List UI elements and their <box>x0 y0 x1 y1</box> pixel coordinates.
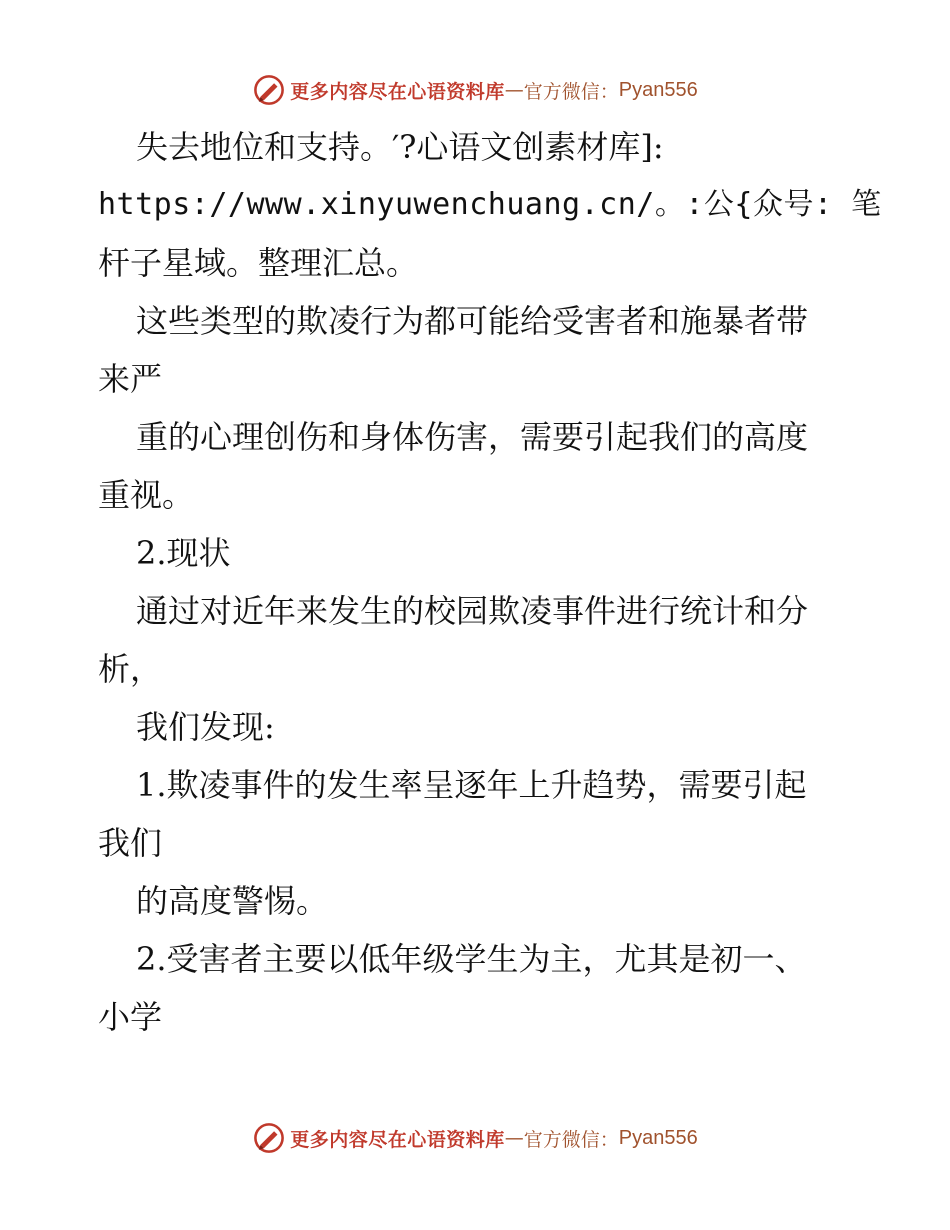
text-line: 小学 <box>98 998 163 1036</box>
text-line: 2.受害者主要以低年级学生为主，尤其是初一、 <box>136 940 807 978</box>
text-line: 这些类型的欺凌行为都可能给受害者和施暴者带 <box>136 302 809 340</box>
text-line: 重的心理创伤和身体伤害，需要引起我们的高度 <box>136 418 809 456</box>
text-line: https://www.xinyuwenchuang.cn/。:公{众号: 笔 <box>98 187 882 222</box>
banner-wechat-label: 官方微信： <box>523 80 619 103</box>
text-line: 我们发现: <box>136 708 275 746</box>
banner-wechat-label: 官方微信： <box>523 1128 619 1151</box>
banner-wechat-id: Pyan556 <box>618 78 698 101</box>
banner-dash: — <box>504 1127 524 1149</box>
text-line: 我们 <box>98 824 163 862</box>
footer-banner <box>0 1118 950 1158</box>
banner-wechat-id: Pyan556 <box>618 1126 698 1149</box>
text-line: 的高度警惕。 <box>136 882 329 920</box>
banner-main-text: 更多内容尽在心语资料库 <box>290 80 505 103</box>
text-line: 析， <box>98 650 163 688</box>
text-line: 失去地位和支持。′?心语文创素材库]: <box>136 128 664 166</box>
text-line: 杆子星域。整理汇总。 <box>98 244 419 282</box>
text-line: 来严 <box>98 360 163 398</box>
text-line: 重视。 <box>98 476 195 514</box>
document-body <box>98 118 882 1046</box>
text-line: 1.欺凌事件的发生率呈逐年上升趋势，需要引起 <box>136 766 807 804</box>
pen-logo-icon <box>252 1121 286 1155</box>
pen-logo-icon <box>252 73 286 107</box>
header-banner <box>0 70 950 110</box>
banner-dash: — <box>504 79 524 101</box>
banner-main-text: 更多内容尽在心语资料库 <box>290 1128 505 1151</box>
text-line: 通过对近年来发生的校园欺凌事件进行统计和分 <box>136 592 809 630</box>
text-line: 2.现状 <box>136 534 231 572</box>
